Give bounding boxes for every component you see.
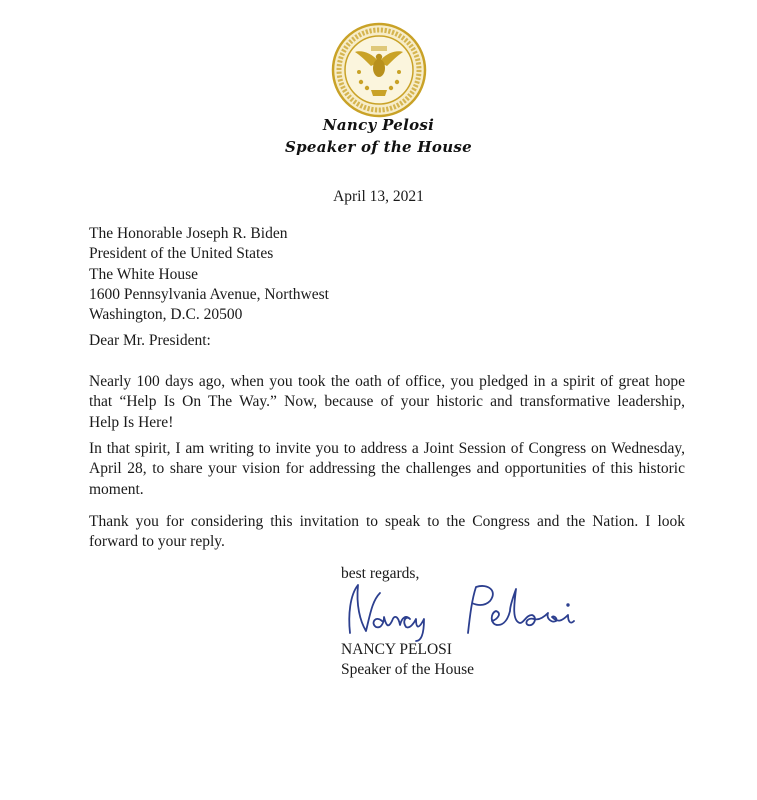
recipient-line: The Honorable Joseph R. Biden [89,225,288,242]
paragraph-line: Thank you for considering this invitation to speak to the Congress and the Nation. I look [89,513,685,530]
letter-date: April 13, 2021 [333,188,424,205]
paragraph-line: that “Help Is On The Way.” Now, because of your historic and transformative leadership, [89,393,685,411]
signature-icon [336,575,601,643]
paragraph-line: In that spirit, I am writing to invite you to address a Joint Session of Congress on Wednesday, [89,440,685,457]
paragraph-line: moment. [89,480,144,498]
signer-block [341,640,474,681]
salutation: Dear Mr. President: [89,332,211,349]
recipient-line: Washington, D.C. 20500 [89,306,243,324]
signer-title: Speaker of the House [341,661,474,679]
recipient-line: President of the United States [89,245,274,263]
letterhead-title: Speaker of the House [285,138,472,156]
paragraph-line: Help Is Here! [89,413,174,431]
recipient-address [89,224,329,325]
closing: best regards, [341,565,420,582]
body-paragraph-3 [89,512,685,553]
paragraph-line: April 28, to share your vision for addressing the challenges and opportunities of this historic [89,460,685,478]
seal-icon [331,22,427,118]
signer-name: NANCY PELOSI [341,641,452,658]
recipient-line: The White House [89,265,199,283]
recipient-line: 1600 Pennsylvania Avenue, Northwest [89,285,329,303]
body-paragraph-2 [89,439,685,500]
paragraph-line: forward to your reply. [89,533,225,551]
body-paragraph-1 [89,372,685,433]
paragraph-line: Nearly 100 days ago, when you took the oath of office, you pledged in a spirit of great hope [89,373,685,390]
letterhead-name: Nancy Pelosi [322,116,435,134]
